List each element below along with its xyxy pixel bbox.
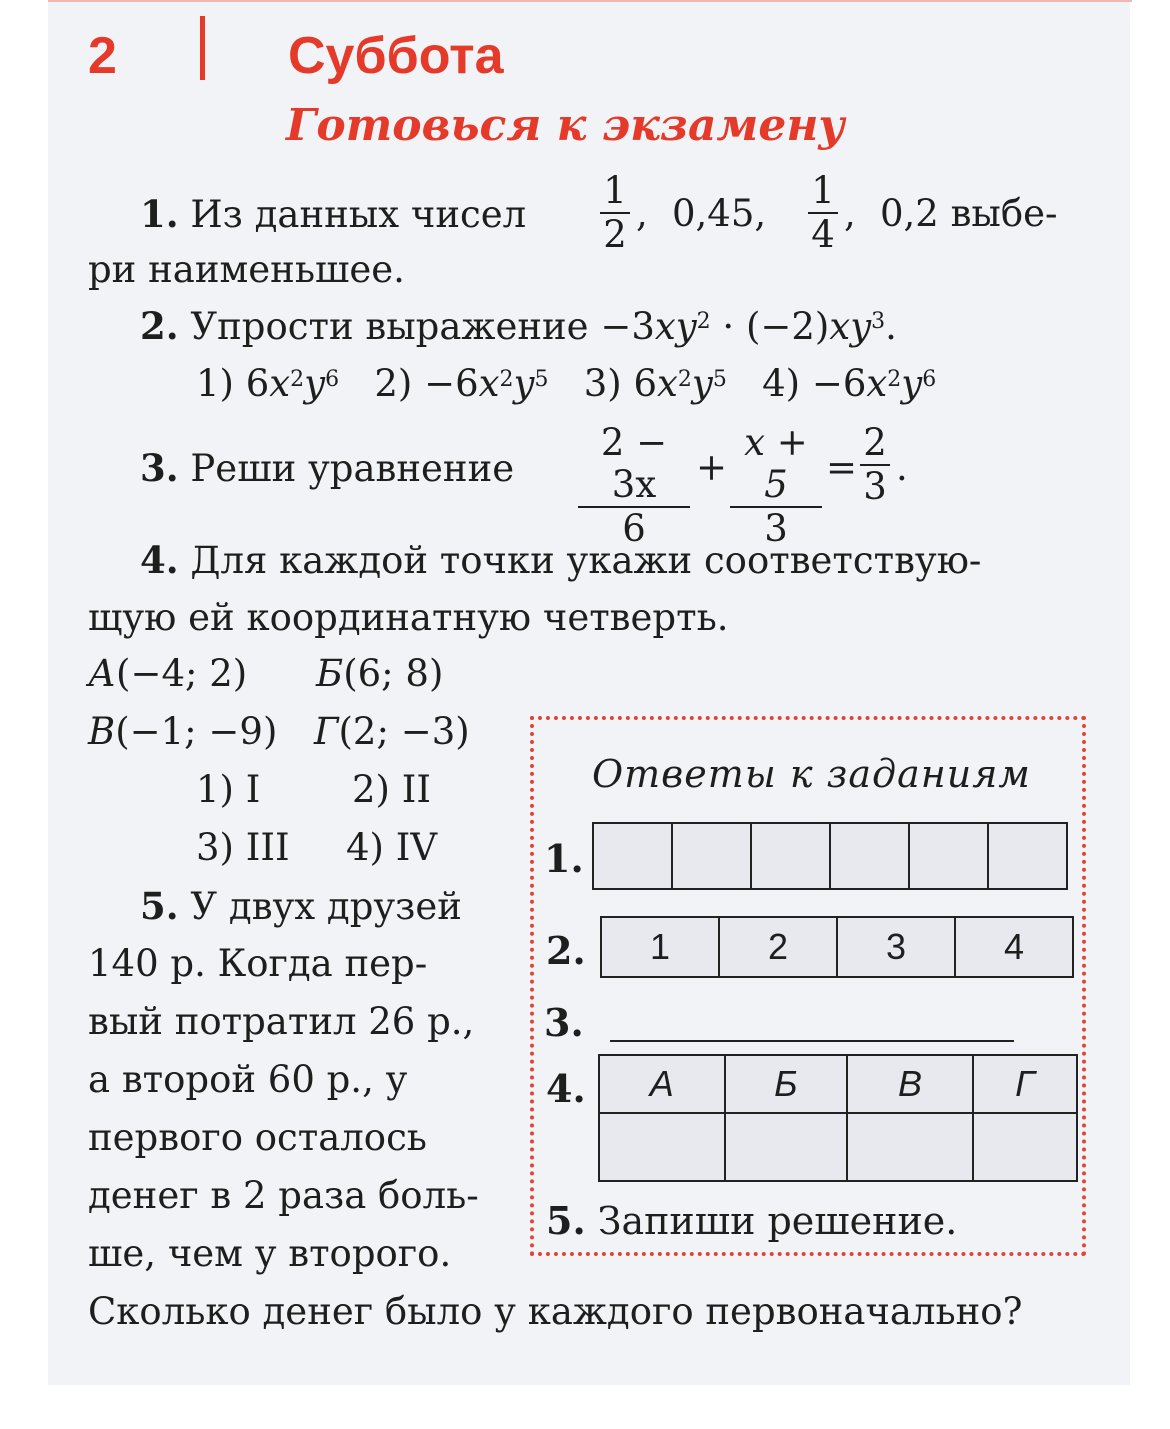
task5-line6: денег в 2 раза боль- (88, 1174, 479, 1217)
page-title: Суббота (288, 27, 504, 85)
answer4-grid (598, 1054, 1078, 1182)
task4-text: Для каждой точки укажи соответствую- (190, 539, 982, 582)
task1-fraction-3 (808, 170, 838, 256)
task4-point-g: Г(2; −3) (314, 710, 470, 753)
task1-text-after: 0,2 выбе- (880, 192, 1058, 235)
answer4-header-g: Г (973, 1055, 1077, 1113)
page-number: 2 (88, 27, 117, 85)
task5-line1: 5. У двух друзей (140, 884, 462, 928)
task1-separator-3: , (844, 192, 856, 235)
task3-fraction-2 (730, 422, 822, 550)
task5-line4: а второй 60 р., у (88, 1058, 408, 1101)
answer3-line[interactable] (610, 1040, 1014, 1042)
header-divider (200, 16, 205, 80)
answers-box (530, 716, 1086, 1256)
answer4-cell[interactable] (973, 1113, 1077, 1181)
task3-line (140, 446, 514, 491)
answer-label-3: 3. (544, 1000, 584, 1045)
answer4-cell[interactable] (599, 1113, 725, 1181)
answer1-grid (592, 822, 1068, 890)
answers-title: Ответы к заданиям (592, 752, 1031, 796)
answer1-cell[interactable] (672, 823, 751, 889)
fraction-numerator: 1 (603, 169, 627, 212)
task4-quarter-2: 2) II (352, 768, 431, 811)
task5-line7: ше, чем у второго. (88, 1232, 452, 1275)
task4-point-b: Б(6; 8) (316, 652, 444, 695)
task1-separator-1: , (636, 192, 648, 235)
fraction-numerator: x + 5 (744, 421, 808, 506)
answer1-cell[interactable] (988, 823, 1067, 889)
fraction-numerator: 2 − 3x (600, 421, 668, 506)
task3-text: Реши уравнение (190, 447, 515, 490)
task4-point-v: В(−1; −9) (88, 710, 278, 753)
task4-point-a: А(−4; 2) (88, 652, 248, 695)
answer4-header-a: А (599, 1055, 725, 1113)
task2-option-1: 1) $6x^2y^6$ (196, 362, 340, 405)
answer2-option-3[interactable]: 3 (837, 917, 955, 977)
task1-line1-start (140, 192, 526, 237)
task4-number: 4. (140, 538, 179, 582)
task2-option-3: 3) $6x^2y^5$ (583, 362, 727, 405)
task2-option-2: $2) -6x^2y^5$ (374, 362, 549, 405)
task4-quarter-4: 4) IV (346, 826, 438, 869)
answer-label-5: 5. (546, 1198, 586, 1243)
fraction-denominator: 4 (811, 213, 835, 256)
task1-fraction-1 (600, 170, 630, 256)
task3-end: . (896, 446, 908, 489)
fraction-numerator: 1 (811, 169, 835, 212)
task4-quarter-3: 3) III (196, 826, 290, 869)
task3-fraction-1 (578, 422, 690, 550)
task5-line5: первого осталось (88, 1116, 427, 1159)
answer1-cell[interactable] (909, 823, 988, 889)
task2-expression: $-3xy^2 \cdot (-2)xy^3$. (600, 305, 897, 348)
answer-label-2: 2. (546, 928, 586, 973)
task1-line2: ри наименьшее. (88, 248, 405, 291)
task3-fraction-3 (860, 422, 890, 508)
task4-quarter-1: 1) I (196, 768, 261, 811)
page-subtitle: Готовься к экзамену (286, 100, 845, 151)
task2-text: Упрости выражение (190, 305, 589, 348)
answer-label-1: 1. (544, 836, 584, 881)
answer4-header-v: В (847, 1055, 973, 1113)
answer-label-4: 4. (546, 1066, 586, 1111)
fraction-denominator: 3 (764, 507, 788, 550)
task3-plus: + (696, 446, 728, 489)
fraction-denominator: 6 (622, 507, 646, 550)
task5-line3: вый потратил 26 р., (88, 1000, 475, 1043)
answer2-option-4[interactable]: 4 (955, 917, 1073, 977)
answer5-text: Запиши решение. (597, 1199, 958, 1243)
answer4-header-b: Б (725, 1055, 848, 1113)
task4-line1 (140, 538, 981, 583)
answer1-cell[interactable] (593, 823, 672, 889)
task5-number: 5. (140, 884, 179, 928)
task2-options (196, 362, 936, 406)
answer1-cell[interactable] (830, 823, 909, 889)
answer2-grid (600, 916, 1074, 978)
answer4-cell[interactable] (725, 1113, 848, 1181)
task4-line2: щую ей координатную четверть. (88, 596, 729, 639)
answer2-option-2[interactable]: 2 (719, 917, 837, 977)
fraction-denominator: 2 (603, 213, 627, 256)
task1-number: 1. (140, 192, 179, 236)
answer4-cell[interactable] (847, 1113, 973, 1181)
task3-equals: = (826, 446, 858, 489)
task5-line2: 140 р. Когда пер- (88, 942, 428, 985)
task5-last-line: Сколько денег было у каждого первоначально? (88, 1290, 1023, 1333)
fraction-denominator: 3 (863, 465, 887, 508)
answer5-line (546, 1198, 957, 1243)
task2-option-4: $4) -6x^2y^6$ (762, 362, 937, 405)
task3-number: 3. (140, 446, 179, 490)
task2-line (140, 304, 897, 349)
task1-value-2: 0,45, (672, 192, 767, 235)
fraction-numerator: 2 (863, 421, 887, 464)
answer1-cell[interactable] (751, 823, 830, 889)
task1-text: Из данных чисел (190, 193, 527, 236)
task2-number: 2. (140, 304, 179, 348)
answer2-option-1[interactable]: 1 (601, 917, 719, 977)
